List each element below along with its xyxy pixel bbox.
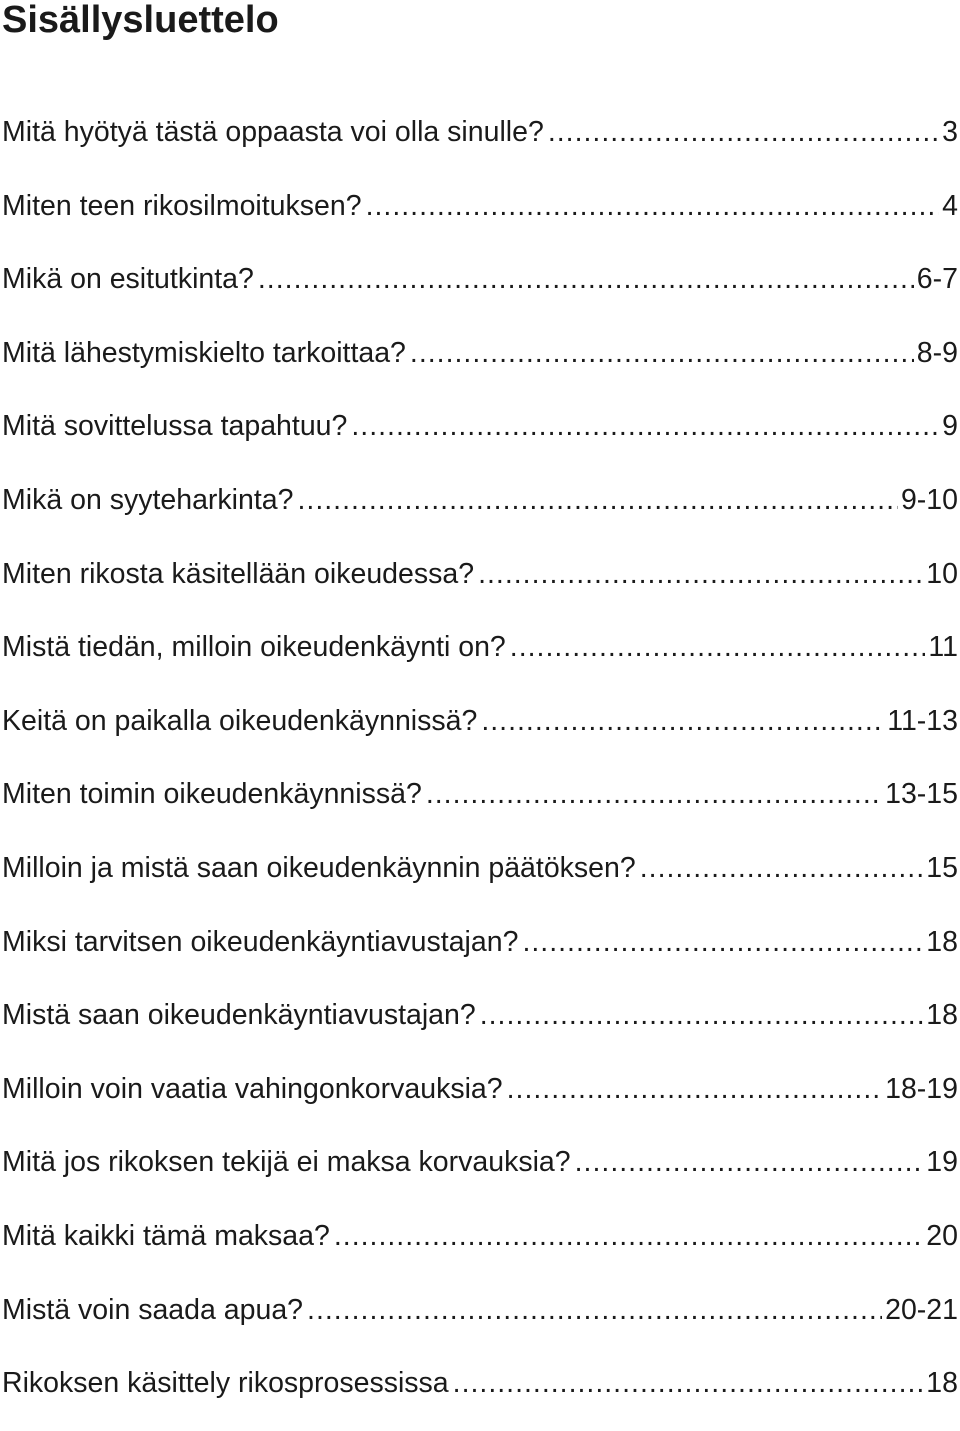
toc-entry-page: 11 bbox=[928, 631, 958, 664]
toc-entry-page: 18 bbox=[926, 925, 958, 958]
toc-entry[interactable] bbox=[0, 621, 958, 695]
toc-entry[interactable] bbox=[0, 474, 958, 548]
dot-leader bbox=[334, 1210, 923, 1262]
toc-entry[interactable] bbox=[0, 768, 958, 842]
toc-entry-page: 9 bbox=[942, 410, 958, 443]
dot-leader bbox=[507, 1063, 882, 1115]
dot-leader bbox=[478, 548, 923, 600]
toc-entry[interactable] bbox=[0, 1284, 958, 1358]
toc-entry-label: Mistä tiedän, milloin oikeudenkäynti on? bbox=[2, 631, 506, 664]
toc-entry-page: 18-19 bbox=[885, 1072, 958, 1105]
dot-leader bbox=[480, 989, 924, 1041]
toc-entry-label: Miten teen rikosilmoituksen? bbox=[2, 189, 362, 222]
toc-entry[interactable] bbox=[0, 400, 958, 474]
dot-leader bbox=[522, 916, 923, 968]
toc-entry-label: Mitä hyötyä tästä oppaasta voi olla sinulle? bbox=[2, 116, 544, 148]
dot-leader bbox=[351, 400, 939, 452]
toc-entry[interactable] bbox=[0, 180, 958, 254]
toc-entry-label: Milloin ja mistä saan oikeudenkäynnin päätöksen? bbox=[2, 851, 636, 884]
toc-entry-page: 6-7 bbox=[916, 263, 958, 296]
toc-entry-page: 8-9 bbox=[916, 336, 958, 369]
toc-entry[interactable] bbox=[0, 106, 958, 180]
toc-entry-label: Milloin voin vaatia vahingonkorvauksia? bbox=[2, 1072, 503, 1105]
dot-leader bbox=[258, 253, 914, 305]
toc-entry-page: 18 bbox=[926, 999, 958, 1032]
toc-entry-label: Miksi tarvitsen oikeudenkäyntiavustajan? bbox=[2, 925, 519, 958]
toc-entry[interactable] bbox=[0, 916, 958, 990]
dot-leader bbox=[575, 1136, 924, 1188]
toc-entry-label: Mitä kaikki tämä maksaa? bbox=[2, 1219, 330, 1252]
toc-entry-label: Mitä lähestymiskielto tarkoittaa? bbox=[2, 336, 406, 369]
toc-entry[interactable] bbox=[0, 253, 958, 327]
dot-leader bbox=[453, 1357, 924, 1409]
toc-entry[interactable] bbox=[0, 327, 958, 401]
toc-entry[interactable] bbox=[0, 548, 958, 622]
dot-leader bbox=[481, 695, 884, 747]
dot-leader bbox=[640, 842, 924, 894]
toc-entry-page: 19 bbox=[926, 1146, 958, 1179]
toc-entry-label: Keitä on paikalla oikeudenkäynnissä? bbox=[2, 704, 478, 737]
toc-entry-label: Mitä sovittelussa tapahtuu? bbox=[2, 410, 348, 443]
toc-entry[interactable] bbox=[0, 1210, 958, 1284]
dot-leader bbox=[366, 180, 940, 232]
toc-entry[interactable] bbox=[0, 989, 958, 1063]
toc-entry-page: 20 bbox=[926, 1219, 958, 1252]
toc-entry[interactable] bbox=[0, 695, 958, 769]
toc-entry-label: Mikä on esitutkinta? bbox=[2, 263, 254, 296]
toc-entry[interactable] bbox=[0, 842, 958, 916]
toc-entry-page: 9-10 bbox=[900, 483, 958, 516]
toc-entry-page: 20-21 bbox=[885, 1293, 958, 1326]
toc-entry-label: Rikoksen käsittely rikosprosessissa bbox=[2, 1367, 449, 1400]
toc-entry-page: 11-13 bbox=[887, 704, 958, 737]
dot-leader bbox=[307, 1284, 882, 1336]
toc-entry-label: Mistä voin saada apua? bbox=[2, 1293, 304, 1326]
toc-entry[interactable] bbox=[0, 1357, 958, 1431]
toc-entry-label: Mikä on syyteharkinta? bbox=[2, 483, 294, 516]
toc-entry-label: Miten rikosta käsitellään oikeudessa? bbox=[2, 557, 475, 590]
dot-leader bbox=[297, 474, 897, 526]
toc-entry[interactable] bbox=[0, 1063, 958, 1137]
toc-entry-page: 13-15 bbox=[885, 778, 958, 811]
toc-entry-label: Mistä saan oikeudenkäyntiavustajan? bbox=[2, 999, 476, 1032]
toc-list bbox=[0, 106, 958, 1431]
toc-entry-page: 15 bbox=[926, 851, 958, 884]
toc-entry-page: 4 bbox=[942, 189, 958, 222]
dot-leader bbox=[410, 327, 914, 379]
toc-entry-page: 18 bbox=[926, 1367, 958, 1400]
dot-leader bbox=[426, 768, 882, 820]
toc-entry-page: 10 bbox=[926, 557, 958, 590]
toc-entry-page: 3 bbox=[942, 116, 958, 148]
dot-leader bbox=[548, 106, 939, 158]
toc-entry-label: Mitä jos rikoksen tekijä ei maksa korvauksia? bbox=[2, 1146, 571, 1179]
toc-entry[interactable] bbox=[0, 1136, 958, 1210]
dot-leader bbox=[510, 621, 926, 673]
toc-entry-label: Miten toimin oikeudenkäynnissä? bbox=[2, 778, 422, 811]
page-title: Sisällysluettelo bbox=[2, 0, 279, 41]
